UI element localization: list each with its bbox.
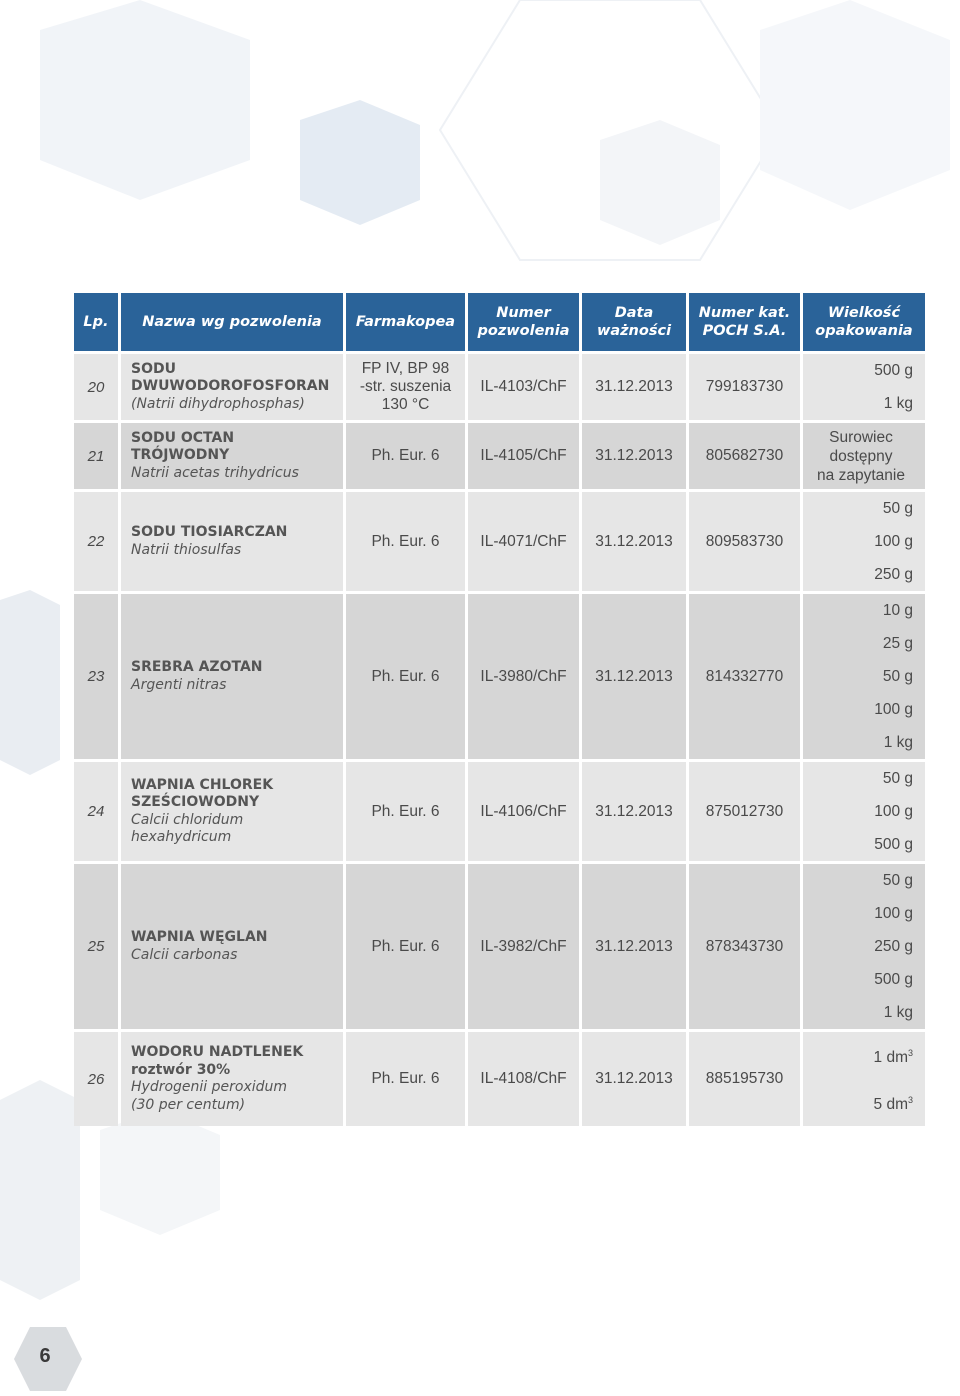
package-size-exponent: 3 [907, 1095, 913, 1106]
header-pharmacopoeia: Farmakopea [346, 293, 465, 351]
product-name [121, 762, 343, 861]
catalog-number: 799183730 [689, 354, 800, 420]
permit-number: IL-4103/ChF [468, 354, 579, 420]
availability-note: dostępny [829, 447, 893, 465]
expiry-date: 31.12.2013 [582, 594, 686, 759]
package-sizes [803, 354, 925, 420]
availability-note: na zapytanie [817, 466, 905, 484]
expiry-date: 31.12.2013 [582, 1032, 686, 1126]
table-row [74, 423, 925, 489]
name-latin-line: Calcii chloridum [131, 811, 244, 828]
name-latin-line: hexahydricum [131, 829, 232, 845]
name-polish-line: WAPNIA WĘGLAN [131, 929, 268, 945]
product-name [121, 1032, 343, 1126]
package-size: 10 g [882, 602, 913, 619]
permit-number: IL-3980/ChF [468, 594, 579, 759]
catalog-number: 805682730 [689, 423, 800, 489]
product-table [71, 290, 928, 1129]
name-latin-line: (Natrii dihydrophosphas) [131, 395, 305, 412]
name-latin-line: (30 per centum) [131, 1096, 246, 1113]
header-lp: Lp. [74, 293, 118, 351]
package-size [809, 1079, 913, 1126]
package-size: 25 g [882, 635, 913, 652]
catalog-number: 885195730 [689, 1032, 800, 1126]
name-latin-line: Calcii carbonas [131, 946, 238, 963]
catalog-number: 878343730 [689, 864, 800, 1029]
package-size: 50 g [882, 500, 913, 517]
package-sizes [803, 594, 925, 759]
pharmacopoeia-line: FP IV, BP 98 [361, 360, 450, 377]
table-row [74, 594, 925, 759]
row-lp: 20 [74, 354, 118, 420]
permit-number: IL-3982/ChF [468, 864, 579, 1029]
expiry-date: 31.12.2013 [582, 423, 686, 489]
row-lp: 25 [74, 864, 118, 1029]
package-sizes [803, 492, 925, 591]
pharmacopoeia-cell: Ph. Eur. 6 [346, 1032, 465, 1126]
catalog-number: 809583730 [689, 492, 800, 591]
name-polish-line: SODU TIOSIARCZAN [131, 524, 288, 540]
package-size-value: 5 dm [873, 1096, 908, 1114]
package-size: 100 g [874, 701, 913, 718]
row-lp: 26 [74, 1032, 118, 1126]
catalog-number: 814332770 [689, 594, 800, 759]
pharmacopoeia-line: 130 °C [381, 396, 430, 413]
row-lp: 24 [74, 762, 118, 861]
name-polish-line: SODU OCTAN [131, 429, 235, 446]
product-name [121, 423, 343, 489]
table-row [74, 354, 925, 420]
table-row [74, 864, 925, 1029]
package-size: 50 g [882, 872, 913, 889]
permit-number: IL-4106/ChF [468, 762, 579, 861]
catalog-number: 875012730 [689, 762, 800, 861]
package-size: 100 g [874, 533, 913, 550]
package-size: 50 g [882, 770, 913, 787]
name-latin-line: Natrii acetas trihydricus [131, 464, 299, 481]
name-polish-line: WODORU NADTLENEK [131, 1044, 304, 1061]
pharmacopoeia-cell [346, 354, 465, 420]
pharmacopoeia-cell: Ph. Eur. 6 [346, 762, 465, 861]
package-sizes [803, 423, 925, 489]
header-package-size: Wielkość opakowania [803, 293, 925, 351]
package-size: 250 g [874, 566, 913, 583]
name-polish-line: SODU [131, 360, 176, 377]
package-size: 1 kg [883, 1004, 913, 1021]
pharmacopoeia-cell: Ph. Eur. 6 [346, 492, 465, 591]
permit-number: IL-4071/ChF [468, 492, 579, 591]
package-size: 100 g [874, 905, 913, 922]
package-size: 1 kg [883, 734, 913, 751]
name-polish-line: WAPNIA CHLOREK [131, 776, 274, 793]
name-polish-line: roztwór 30% [131, 1061, 231, 1078]
package-size: 500 g [874, 836, 913, 853]
package-size: 1 kg [883, 395, 913, 412]
package-sizes [803, 1032, 925, 1126]
table-header-row [74, 293, 925, 351]
permit-number: IL-4108/ChF [468, 1032, 579, 1126]
row-lp: 21 [74, 423, 118, 489]
table-row [74, 492, 925, 591]
pharmacopoeia-line: -str. suszenia [359, 378, 452, 395]
page-number: 6 [39, 1345, 51, 1367]
package-sizes [803, 864, 925, 1029]
product-name [121, 492, 343, 591]
package-size: 100 g [874, 803, 913, 820]
package-size [809, 1032, 913, 1079]
header-expiry-date: Data ważności [582, 293, 686, 351]
name-polish-line: SZEŚCIOWODNY [131, 794, 260, 810]
package-size-exponent: 3 [907, 1048, 913, 1058]
expiry-date: 31.12.2013 [582, 762, 686, 861]
name-polish-line: TRÓJWODNY [131, 447, 230, 464]
pharmacopoeia-cell: Ph. Eur. 6 [346, 864, 465, 1029]
package-size: 50 g [882, 668, 913, 685]
header-permit-number: Numer pozwolenia [468, 293, 579, 351]
product-name [121, 594, 343, 759]
package-sizes [803, 762, 925, 861]
pharmacopoeia-cell: Ph. Eur. 6 [346, 423, 465, 489]
package-size: 500 g [874, 362, 913, 379]
permit-number: IL-4105/ChF [468, 423, 579, 489]
expiry-date: 31.12.2013 [582, 354, 686, 420]
name-latin-line: Argenti nitras [131, 676, 227, 693]
package-size-value: 1 dm [873, 1049, 908, 1067]
package-size: 500 g [874, 971, 913, 988]
package-size: 250 g [874, 938, 913, 955]
availability-note: Surowiec [829, 428, 893, 446]
name-latin-line: Natrii thiosulfas [131, 541, 242, 558]
table-row [74, 762, 925, 861]
product-table-container [74, 293, 919, 1129]
name-polish-line: DWUWODOROFOSFORAN [131, 378, 330, 395]
name-latin-line: Hydrogenii peroxidum [131, 1079, 288, 1096]
header-name: Nazwa wg pozwolenia [121, 293, 343, 351]
expiry-date: 31.12.2013 [582, 864, 686, 1029]
pharmacopoeia-cell: Ph. Eur. 6 [346, 594, 465, 759]
row-lp: 23 [74, 594, 118, 759]
expiry-date: 31.12.2013 [582, 492, 686, 591]
header-catalog-number: Numer kat. POCH S.A. [689, 293, 800, 351]
name-polish-line: SREBRA AZOTAN [131, 659, 263, 675]
table-row [74, 1032, 925, 1126]
product-name [121, 354, 343, 420]
product-name [121, 864, 343, 1029]
row-lp: 22 [74, 492, 118, 591]
